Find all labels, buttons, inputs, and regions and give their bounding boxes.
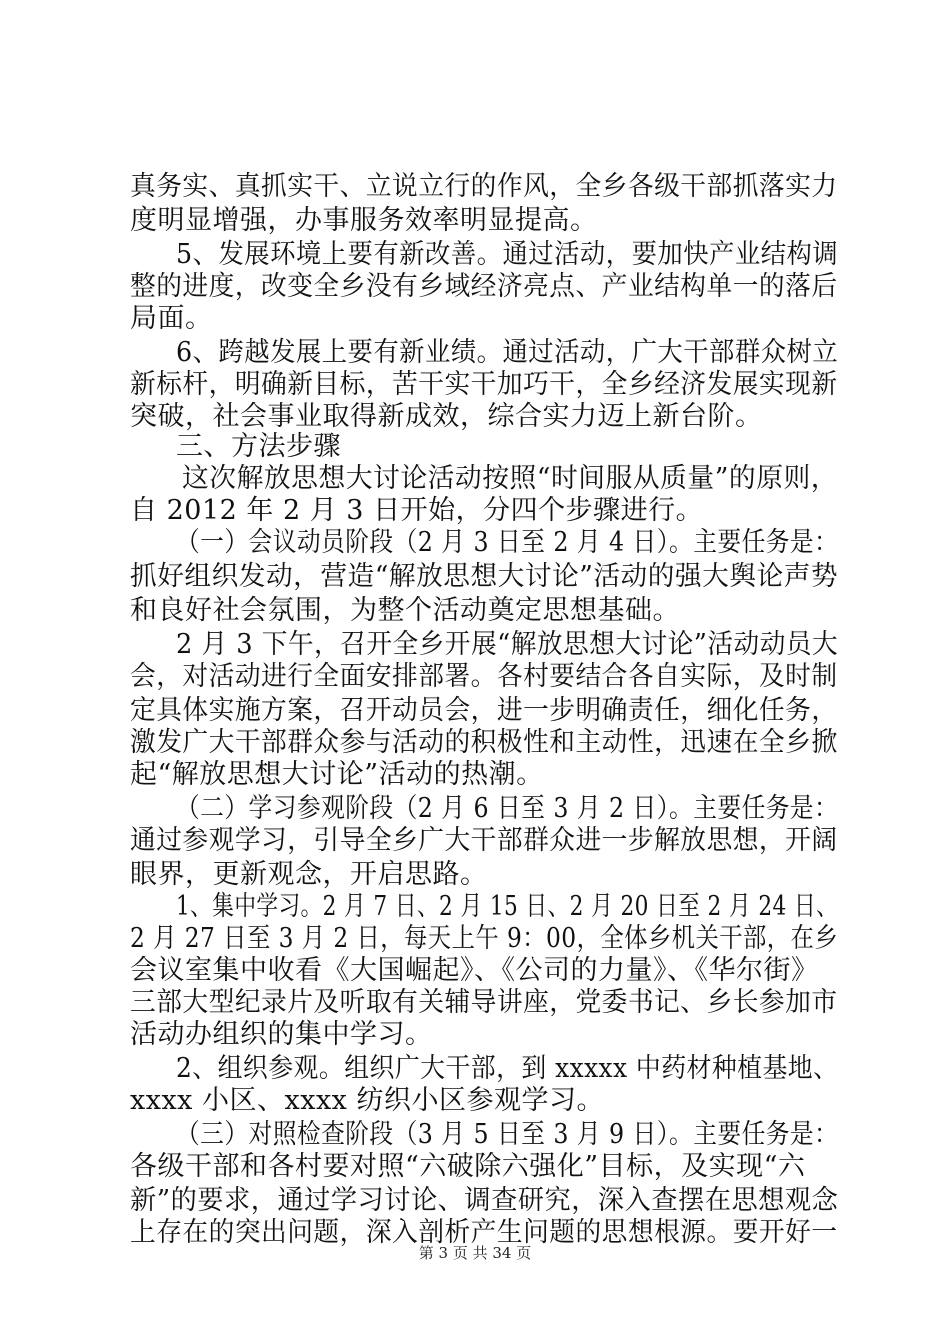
text-line: 通过参观学习，引导全乡广大干部群众进一步解放思想，开阔	[130, 825, 838, 856]
text-line: 会议室集中收看《大国崛起》、《公司的力量》、《华尔街》	[130, 955, 819, 986]
text-line: 6、跨越发展上要有新业绩。通过活动，广大干部群众树立	[176, 337, 839, 368]
text-line: 这次解放思想大讨论活动按照“时间服从质量”的原则，	[182, 463, 839, 494]
text-line: 新”的要求，通过学习讨论、调查研究，深入查摆在思想观念	[130, 1185, 839, 1216]
text-line: 激发广大干部群众参与活动的积极性和主动性，迅速在全乡掀	[130, 727, 838, 758]
page-number-footer: 第 3 页 共 34 页	[418, 1244, 532, 1262]
text-line: 活动办组织的集中学习。	[130, 1019, 433, 1050]
text-line: 2 月 3 下午，召开全乡开展“解放思想大讨论”活动动员大	[176, 629, 839, 660]
text-line: 突破，社会事业取得新成效，综合实力迈上新台阶。	[130, 401, 763, 432]
text-line: 各级干部和各村要对照“六破除六强化”目标，及实现“六	[130, 1151, 806, 1182]
text-line: （三）对照检查阶段（3 月 5 日至 3 月 9 日）。主要任务是：	[176, 1119, 839, 1150]
text-line: 和良好社会氛围，为整个活动奠定思想基础。	[130, 595, 680, 626]
text-line: 5、发展环境上要有新改善。通过活动，要加快产业结构调	[176, 239, 839, 270]
text-line: 会，对活动进行全面安排部署。各村要结合各自实际，及时制	[130, 661, 838, 692]
text-line: 定具体实施方案，召开动员会，进一步明确责任，细化任务，	[130, 695, 838, 726]
text-line: 度明显增强，办事服务效率明显提高。	[130, 205, 598, 236]
text-line: 上存在的突出问题，深入剖析产生问题的思想根源。要开好一	[130, 1217, 838, 1248]
text-line: 自 2012 年 2 月 3 日开始，分四个步骤进行。	[130, 495, 704, 526]
text-line: （二）学习参观阶段（2 月 6 日至 3 月 2 日）。主要任务是：	[176, 793, 839, 824]
text-line: 整的进度，改变全乡没有乡域经济亮点、产业结构单一的落后	[130, 271, 838, 302]
text-line: 三部大型纪录片及听取有关辅导讲座，党委书记、乡长参加市	[130, 987, 838, 1018]
text-line: 起“解放思想大讨论”活动的热潮。	[130, 759, 544, 790]
text-line: 眼界，更新观念，开启思路。	[130, 859, 488, 890]
text-line: 2 月 27 日至 3 月 2 日，每天上午 9：00，全体乡机关干部，在乡	[130, 923, 839, 954]
text-line: xxxx 小区、xxxx 纺织小区参观学习。	[130, 1085, 604, 1116]
text-line: 新标杆，明确新目标，苦干实干加巧干，全乡经济发展实现新	[130, 369, 838, 400]
text-line: 真务实、真抓实干、立说立行的作风，全乡各级干部抓落实力	[130, 171, 838, 202]
text-line: 2、组织参观。组织广大干部，到 xxxxx 中药材种植基地、	[176, 1053, 839, 1084]
text-line: 1、集中学习。2 月 7 日、2 月 15 日、2 月 20 日至 2 月 24 日、	[176, 891, 839, 922]
section-heading: 三、方法步骤	[176, 431, 341, 462]
text-line: 抓好组织发动，营造“解放思想大讨论”活动的强大舆论声势	[130, 561, 839, 592]
text-line: 局面。	[130, 303, 213, 334]
text-line: （一）会议动员阶段（2 月 3 日至 2 月 4 日）。主要任务是：	[176, 527, 839, 558]
